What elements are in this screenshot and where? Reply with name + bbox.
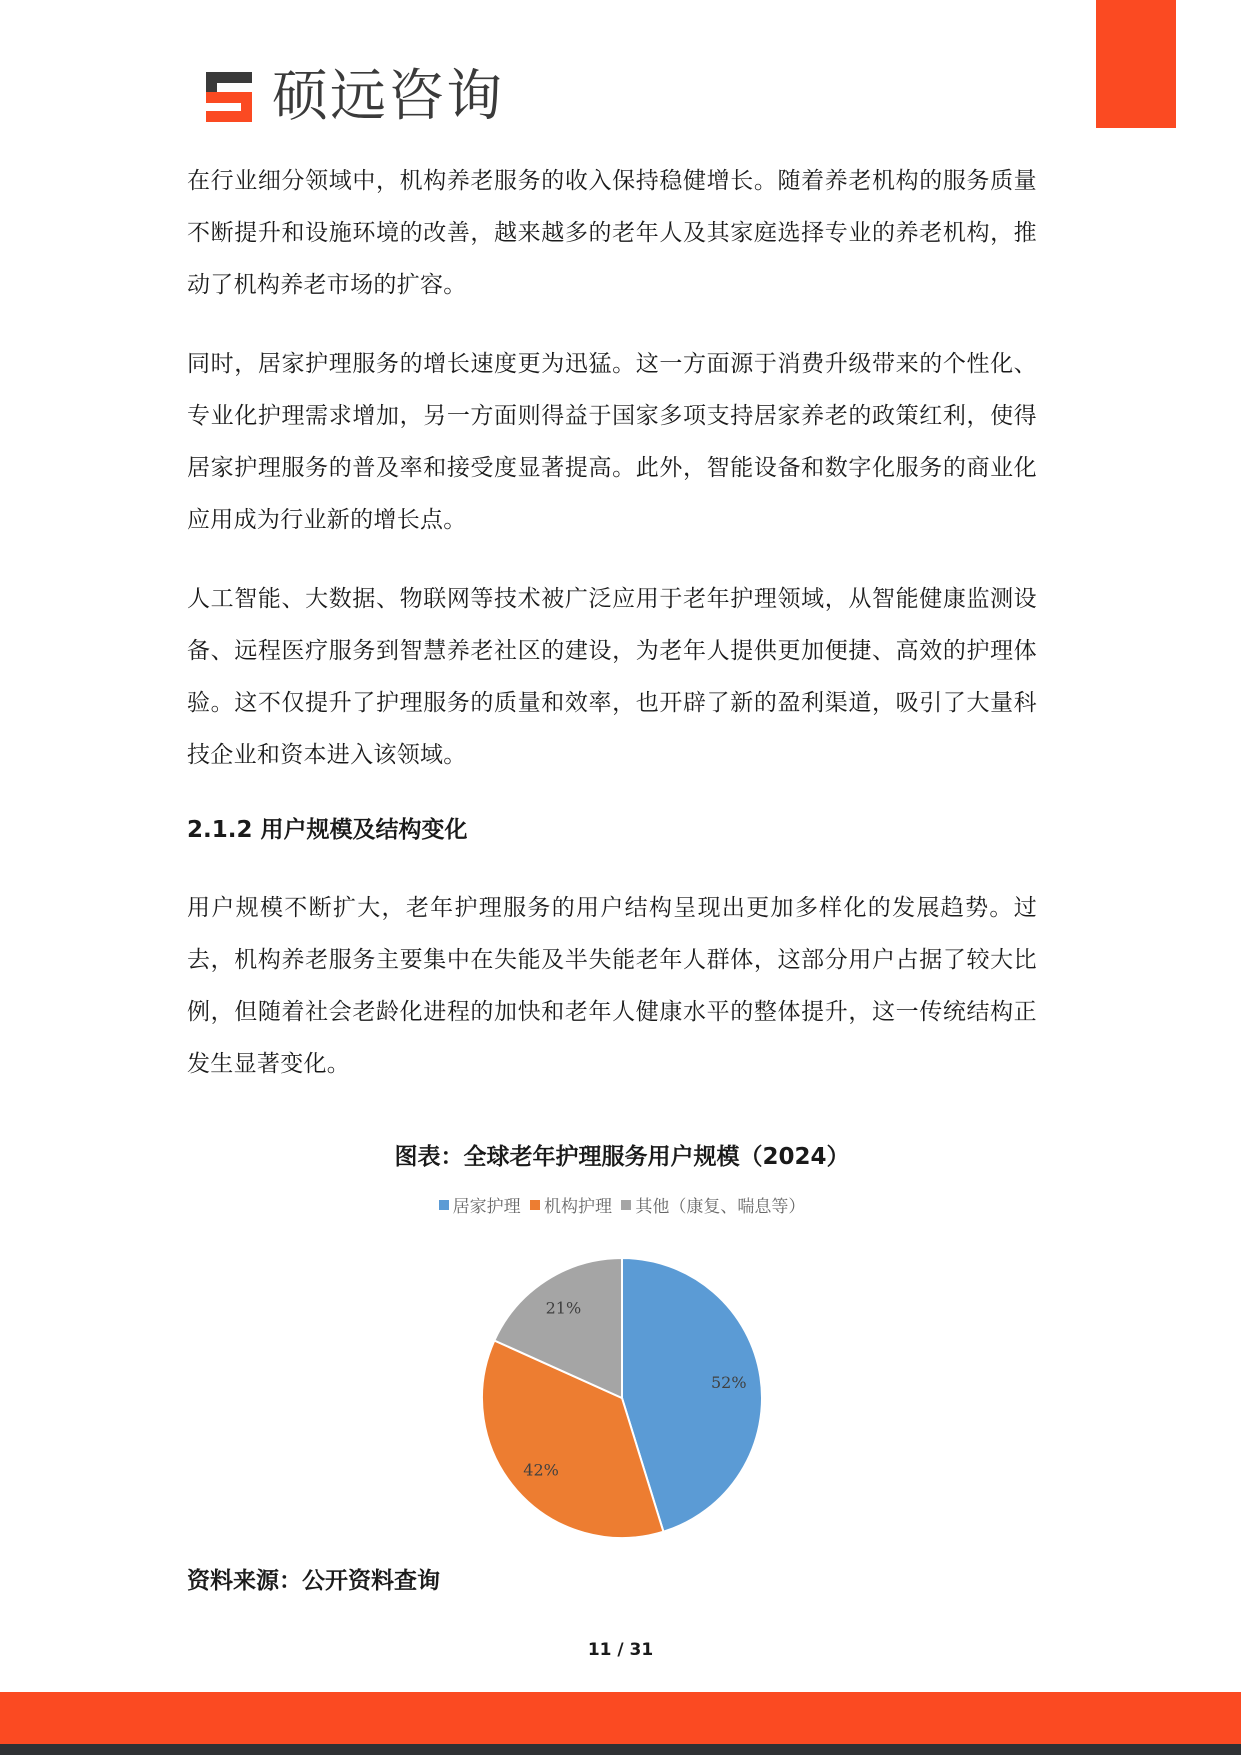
data-source: 资料来源：公开资料查询 — [187, 1568, 440, 1594]
main-content — [187, 155, 1037, 1117]
legend-item-home-care — [439, 1192, 521, 1217]
legend-label: 机构护理 — [544, 1197, 612, 1217]
legend-label: 居家护理 — [452, 1197, 521, 1217]
legend-item-other — [621, 1192, 805, 1217]
company-logo — [202, 66, 504, 128]
logo-text: 硕远咨询 — [272, 64, 504, 129]
pie-data-label: 42% — [523, 1460, 559, 1480]
pie-chart — [472, 1248, 772, 1548]
chart-title: 图表：全球老年护理服务用户规模（2024） — [394, 1144, 850, 1170]
corner-accent-block — [1096, 0, 1176, 128]
chart-legend — [187, 1192, 1057, 1217]
paragraph-4: 用户规模不断扩大，老年护理服务的用户结构呈现出更加多样化的发展趋势。过去，机构养老服务主要集中在失能及半失能老年人群体，这部分用户占据了较大比例，但随着社会老龄化进程的加快和老年人健康水平的整体提升，这一传统结构正发生显著变化。 — [187, 895, 1037, 1077]
legend-item-institution-care — [530, 1192, 612, 1217]
pie-data-label: 21% — [545, 1298, 582, 1318]
pie-data-label: 52% — [711, 1372, 747, 1392]
legend-swatch — [530, 1200, 540, 1210]
legend-swatch — [439, 1200, 449, 1210]
paragraph-2: 同时，居家护理服务的增长速度更为迅猛。这一方面源于消费升级带来的个性化、专业化护理需求增加，另一方面则得益于国家多项支持居家养老的政策红利，使得居家护理服务的普及率和接受度显著提高。此外，智能设备和数字化服务的商业化应用成为行业新的增长点。 — [187, 351, 1037, 533]
footer-accent-bar — [0, 1692, 1241, 1744]
legend-label: 其他（康复、喘息等） — [635, 1197, 806, 1217]
footer-dark-strip — [0, 1744, 1241, 1755]
page-number: 11 / 31 — [587, 1640, 654, 1660]
paragraph-3: 人工智能、大数据、物联网等技术被广泛应用于老年护理领域，从智能健康监测设备、远程医疗服务到智慧养老社区的建设，为老年人提供更加便捷、高效的护理体验。这不仅提升了护理服务的质量和效率，也开辟了新的盈利渠道，吸引了大量科技企业和资本进入该领域。 — [187, 586, 1037, 768]
legend-swatch — [621, 1200, 631, 1210]
section-heading: 2.1.2 用户规模及结构变化 — [187, 817, 468, 843]
paragraph-1: 在行业细分领域中，机构养老服务的收入保持稳健增长。随着养老机构的服务质量不断提升和设施环境的改善，越来越多的老年人及其家庭选择专业的养老机构，推动了机构养老市场的扩容。 — [187, 168, 1037, 298]
logo-mark-icon — [202, 68, 260, 126]
